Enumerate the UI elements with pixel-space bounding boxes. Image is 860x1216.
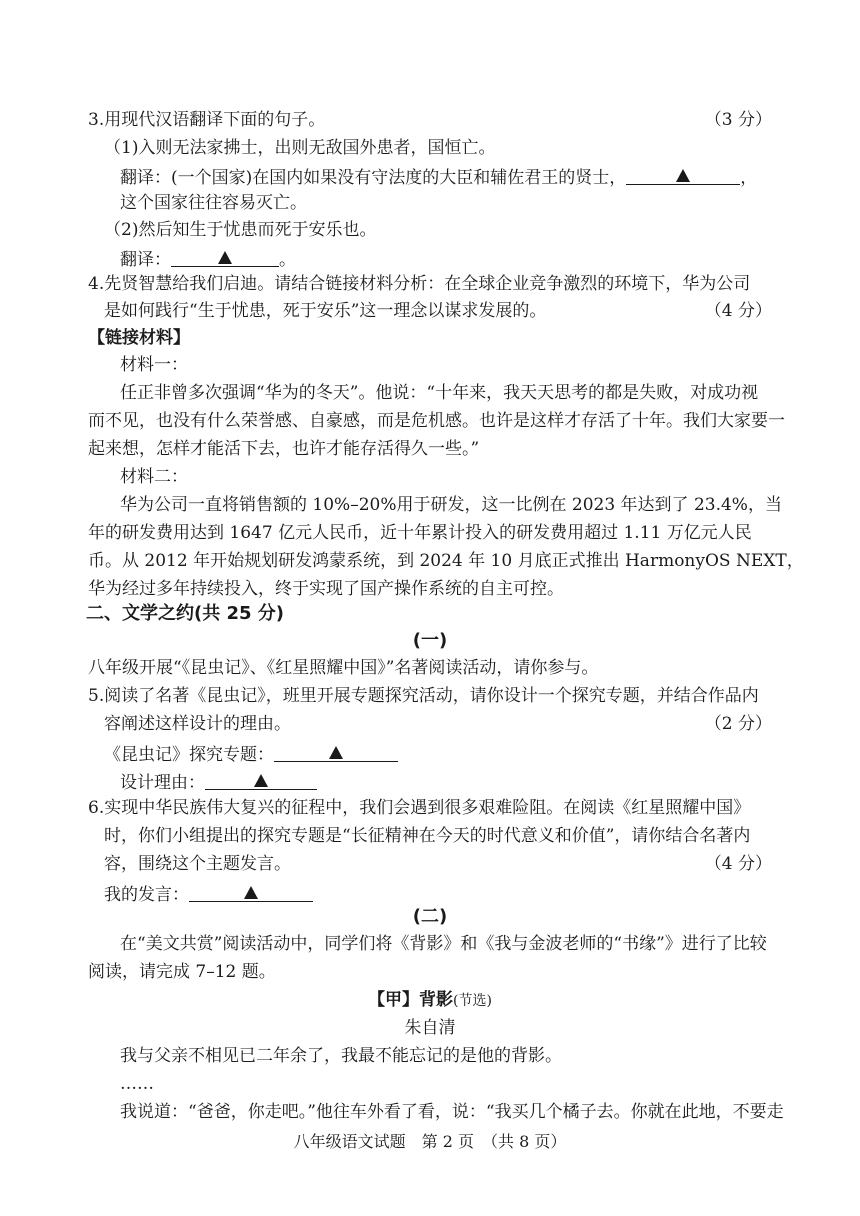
link-material-title: 【链接材料】 <box>88 328 190 348</box>
page-footer: 八年级语文试题 第 2 页 （共 8 页） <box>293 1132 567 1151</box>
q6-speech <box>104 884 313 904</box>
part-1-title: (一) <box>412 630 448 651</box>
q5-line-1: 5.阅读了名著《昆虫记》，班里开展专题探究活动，请你设计一个探究专题，并结合作品内 <box>88 686 759 706</box>
q3-translation-2 <box>120 249 296 269</box>
triangle-marker-icon <box>254 774 268 787</box>
q5-reason <box>120 772 317 792</box>
q5-reason-label: 设计理由： <box>120 773 205 793</box>
passage-paragraph-2: 我说道：“爸爸，你走吧。”他往车外看了看，说：“我买几个橘子去。你就在此地，不要走 <box>120 1102 784 1122</box>
q3-translation-1-line2: 这个国家往往容易灭亡。 <box>120 193 307 213</box>
triangle-marker-icon <box>218 251 232 264</box>
q5-topic <box>104 744 398 764</box>
answer-blank[interactable] <box>626 167 740 185</box>
material-2-line-1: 华为公司一直将销售额的 10%–20%用于研发，这一比例在 2023 年达到了 23.4%，当 <box>120 495 782 515</box>
passage-title-text: 【甲】背影 <box>368 990 454 1010</box>
q3-translation-1 <box>120 167 757 187</box>
q3-translation-1-suffix: ， <box>740 168 758 188</box>
answer-blank[interactable] <box>171 249 279 267</box>
answer-blank[interactable] <box>189 884 313 902</box>
q4-line-1: 4.先贤智慧给我们启迪。请结合链接材料分析：在全球企业竞争激烈的环境下，华为公司 <box>88 274 751 294</box>
part-2-intro-2: 阅读，请完成 7–12 题。 <box>88 962 276 982</box>
triangle-marker-icon <box>676 169 690 182</box>
q3-translation-2-suffix: 。 <box>279 250 296 270</box>
q6-line-2: 时，你们小组提出的探究专题是“长征精神在今天的时代意义和价值”，请你结合名著内 <box>104 826 751 846</box>
triangle-marker-icon <box>244 886 258 899</box>
material-2-line-4: 华为经过多年持续投入，终于实现了国产操作系统的自主可控。 <box>88 579 564 599</box>
part-2-title: (二) <box>412 906 448 927</box>
section-2-intro: 八年级开展“《昆虫记》、《红星照耀中国》”名著阅读活动，请你参与。 <box>88 658 599 678</box>
q3-translation-1-prefix: 翻译：(一个国家)在国内如果没有守法度的大臣和辅佐君王的贤士， <box>120 168 627 188</box>
q6-line-3: 容，围绕这个主题发言。 <box>104 854 291 874</box>
q3-sentence-1: （1)入则无法家拂士，出则无敌国外患者，国恒亡。 <box>104 138 496 158</box>
triangle-marker-icon <box>329 746 343 759</box>
q3-score: （3 分） <box>704 110 772 130</box>
material-1-line-1: 任正非曾多次强调“华为的冬天”。他说：“十年来，我天天思考的都是失败，对成功视 <box>120 383 759 403</box>
material-2-label: 材料二： <box>120 467 188 487</box>
q3-translation-2-prefix: 翻译： <box>120 250 171 270</box>
material-1-label: 材料一： <box>120 355 188 375</box>
passage-title <box>0 992 860 1009</box>
part-2-intro-1: 在“美文共赏”阅读活动中，同学们将《背影》和《我与金波老师的“书缘”》进行了比较 <box>120 934 767 954</box>
material-2-line-2: 年的研发费用达到 1647 亿元人民币，近十年累计投入的研发费用超过 1.11 万亿元人民 <box>88 523 752 543</box>
q6-score: （4 分） <box>704 854 772 874</box>
material-1-line-3: 起来想，怎样才能活下去，也许才能存活得久一些。” <box>88 439 480 459</box>
q5-topic-label: 《昆虫记》探究专题： <box>104 745 274 765</box>
q6-speech-label: 我的发言： <box>104 885 189 905</box>
passage-paragraph-1: 我与父亲不相见已二年余了，我最不能忘记的是他的背影。 <box>120 1046 562 1066</box>
answer-blank[interactable] <box>205 772 317 790</box>
section-2-title: 二、文学之约(共 25 分) <box>86 603 285 624</box>
material-2-line-3: 币。从 2012 年开始规划研发鸿蒙系统，到 2024 年 10 月底正式推出 HarmonyOS NEXT， <box>88 551 804 571</box>
q4-line-2: 是如何践行“生于忧患，死于安乐”这一理念以谋求发展的。 <box>104 301 547 321</box>
passage-ellipsis: …… <box>120 1074 154 1094</box>
q5-line-2: 容阐述这样设计的理由。 <box>104 714 291 734</box>
q3-title: 3.用现代汉语翻译下面的句子。 <box>88 110 326 130</box>
answer-blank[interactable] <box>274 744 398 762</box>
material-1-line-2: 而不见，也没有什么荣誉感、自豪感，而是危机感。也许是这样才存活了十年。我们大家要一 <box>88 411 785 431</box>
q4-score: （4 分） <box>704 301 772 321</box>
q6-line-1: 6.实现中华民族伟大复兴的征程中，我们会遇到很多艰难险阻。在阅读《红星照耀中国》 <box>88 798 751 818</box>
q5-score: （2 分） <box>704 714 772 734</box>
q3-sentence-2: （2)然后知生于忧患而死于安乐也。 <box>104 220 377 240</box>
passage-title-note: (节选) <box>453 993 492 1009</box>
passage-author: 朱自清 <box>404 1018 456 1038</box>
